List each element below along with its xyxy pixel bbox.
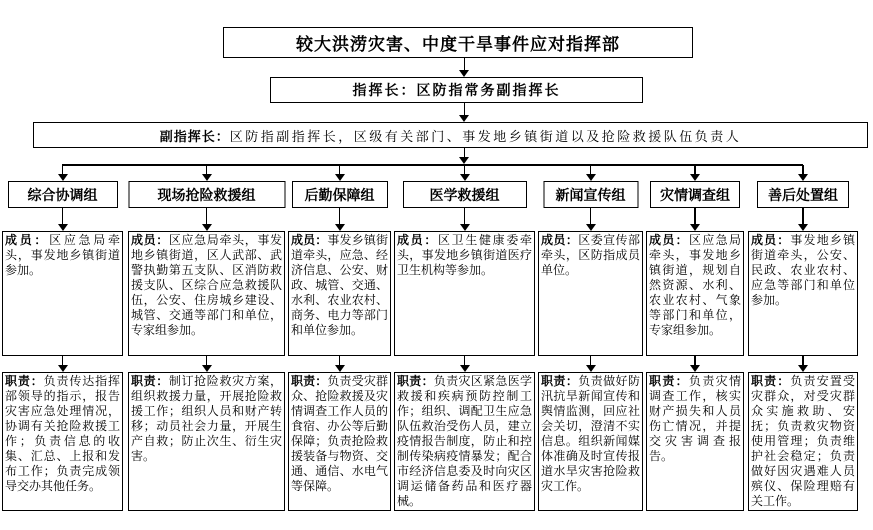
commander-box — [270, 77, 643, 103]
arrow-down-icon — [202, 365, 212, 372]
members-box — [288, 231, 391, 356]
members-label: 成员： — [397, 233, 438, 247]
duties-label: 职责： — [649, 374, 689, 388]
arrow-down-icon — [58, 174, 68, 181]
arrow-down-icon — [460, 224, 470, 231]
connector-line — [694, 208, 696, 225]
arrow-down-icon — [202, 224, 212, 231]
duties-box — [394, 372, 535, 511]
arrow-down-icon — [335, 174, 345, 181]
members-label: 成员： — [131, 233, 169, 247]
duties-text: 负责安置受灾群众，对受灾群众实施救助、安抚；负责救灾物资使用管理；负责维护社会稳定；负责做好因灾遇难人员殡仪、保险理赔有关工作。 — [751, 374, 855, 508]
duties-text: 负责灾情调查工作，核实财产损失和人员伤亡情况，并提交灾害调查报告。 — [649, 374, 741, 463]
connector-line — [206, 208, 208, 225]
arrow-down-icon — [202, 174, 212, 181]
group-column-coordination — [2, 181, 123, 511]
arrow-down-icon — [586, 365, 596, 372]
members-text: 区应急局牵头，事发地乡镇街道，规划自然资源、水利、农业农村、气象等部门和单位，专家组参加。 — [649, 233, 741, 337]
group-name: 新闻宣传组 — [543, 181, 638, 208]
arrow-down-icon — [798, 365, 808, 372]
connector-line — [464, 148, 466, 157]
members-label: 成员： — [5, 233, 50, 247]
members-box — [748, 231, 858, 356]
arrow-down-icon — [335, 224, 345, 231]
group-column-investigation — [646, 181, 744, 511]
connector-line — [464, 208, 466, 225]
arrow-down-icon — [798, 224, 808, 231]
members-text: 区卫生健康委牵头，事发地乡镇街道医疗卫生机构等参加。 — [397, 233, 532, 277]
arrow-down-icon — [58, 365, 68, 372]
members-label: 成员： — [541, 233, 579, 247]
vice-commander-box — [33, 122, 868, 148]
group-column-aftermath — [748, 181, 858, 511]
duties-box — [128, 372, 285, 511]
arrow-down-icon — [459, 157, 469, 164]
arrow-down-icon — [690, 224, 700, 231]
duties-box — [538, 372, 643, 511]
members-label: 成员： — [291, 233, 328, 247]
connector-line — [464, 58, 466, 70]
duties-text: 负责受灾群众、抢险救援及灾情调查工作人员的食宿、办公等后勤保障；负责抢险救援装备与物资、交通、通信、水电气等保障。 — [291, 374, 388, 493]
arrow-down-icon — [335, 365, 345, 372]
connector-line — [62, 208, 64, 225]
duties-box — [288, 372, 391, 511]
duties-text: 负责做好防汛抗旱新闻宣传和舆情监测，回应社会关切，澄清不实信息。组织新闻媒体准确及时宣传报道水旱灾害抢险救灾工作。 — [541, 374, 640, 493]
duties-label: 职责： — [541, 374, 579, 388]
duties-label: 职责： — [751, 374, 791, 388]
arrow-down-icon — [58, 224, 68, 231]
headquarters-title-box — [223, 27, 693, 58]
connector-line — [590, 208, 592, 225]
members-box — [2, 231, 123, 356]
connector-line — [339, 208, 341, 225]
members-box — [538, 231, 643, 356]
duties-text: 制订抢险救灾方案，组织救援力量，开展抢险救援工作；组织人员和财产转移；动员社会力量，开展生产自救；防止次生、衍生灾害。 — [131, 374, 282, 463]
duties-label: 职责： — [291, 374, 328, 388]
group-column-news — [538, 181, 643, 511]
arrow-down-icon — [586, 224, 596, 231]
members-text: 区应急局牵头，事发地乡镇街道参加。 — [5, 233, 120, 277]
connector-line — [802, 208, 804, 225]
members-text: 事发乡镇街道牵头，应急、经济信息、公安、财政、城管、交通、水利、农业农村、商务、电力等部门和单位参加。 — [291, 233, 388, 337]
connector-line — [464, 103, 466, 115]
group-name: 后勤保障组 — [292, 181, 388, 208]
members-box — [646, 231, 744, 356]
duties-text: 负责灾区紧急医学救援和疾病预防控制工作；组织、调配卫生应急队伍救治受伤人员，建立疫情报告制度，防止和控制传染病疫情暴发；配合市经济信息委及时向灾区调运储备药品和医疗器械。 — [397, 374, 532, 508]
duties-text: 负责传达指挥部领导的指示，报告灾害应急处理情况，协调有关抢险救援工作；负责信息的收集、汇总、上报和发布工作；负责完成领导交办其他任务。 — [5, 374, 120, 493]
vice-commander-label: 副指挥长： — [159, 128, 230, 144]
arrow-down-icon — [460, 365, 470, 372]
members-text: 区委宣传部牵头，区防指成员单位。 — [541, 233, 640, 277]
members-label: 成员： — [649, 233, 689, 247]
duties-label: 职责： — [131, 374, 169, 388]
duties-box — [646, 372, 744, 511]
duties-box — [748, 372, 858, 511]
group-name: 灾情调查组 — [650, 181, 740, 208]
members-label: 成员： — [751, 233, 791, 247]
vice-commander-text: 区防指副指挥长，区级有关部门、事发地乡镇街道以及抢险救援队伍负责人 — [229, 128, 742, 144]
members-box — [128, 231, 285, 356]
group-name: 医学救援组 — [403, 181, 527, 208]
arrow-down-icon — [798, 174, 808, 181]
commander-text: 区防指常务副指挥长 — [416, 82, 561, 98]
members-box — [394, 231, 535, 356]
arrow-down-icon — [459, 70, 469, 77]
members-text: 区应急局牵头，事发地乡镇街道，区人武部、武警执勤第五支队、区消防救援支队、区综合应急救援队伍，公安、住房城乡建设、城管、交通等部门和单位，专家组参加。 — [131, 233, 282, 337]
group-name: 善后处置组 — [757, 181, 849, 208]
arrow-down-icon — [586, 174, 596, 181]
headquarters-title: 较大洪涝灾害、中度干旱事件应对指挥部 — [296, 35, 620, 54]
members-text: 事发地乡镇街道牵头，公安、民政、农业农村、应急等部门和单位参加。 — [751, 233, 855, 307]
group-column-medical — [394, 181, 535, 511]
group-column-logistics — [288, 181, 391, 511]
duties-label: 职责： — [5, 374, 44, 388]
group-name: 综合协调组 — [8, 181, 118, 208]
arrow-down-icon — [459, 115, 469, 122]
duties-box — [2, 372, 123, 511]
group-column-onsite-rescue — [128, 181, 285, 511]
group-name: 现场抢险救援组 — [128, 181, 285, 208]
arrow-down-icon — [690, 365, 700, 372]
duties-label: 职责： — [397, 374, 434, 388]
arrow-down-icon — [690, 174, 700, 181]
commander-label: 指挥长： — [352, 82, 417, 98]
arrow-down-icon — [460, 174, 470, 181]
distribution-line — [62, 164, 803, 166]
